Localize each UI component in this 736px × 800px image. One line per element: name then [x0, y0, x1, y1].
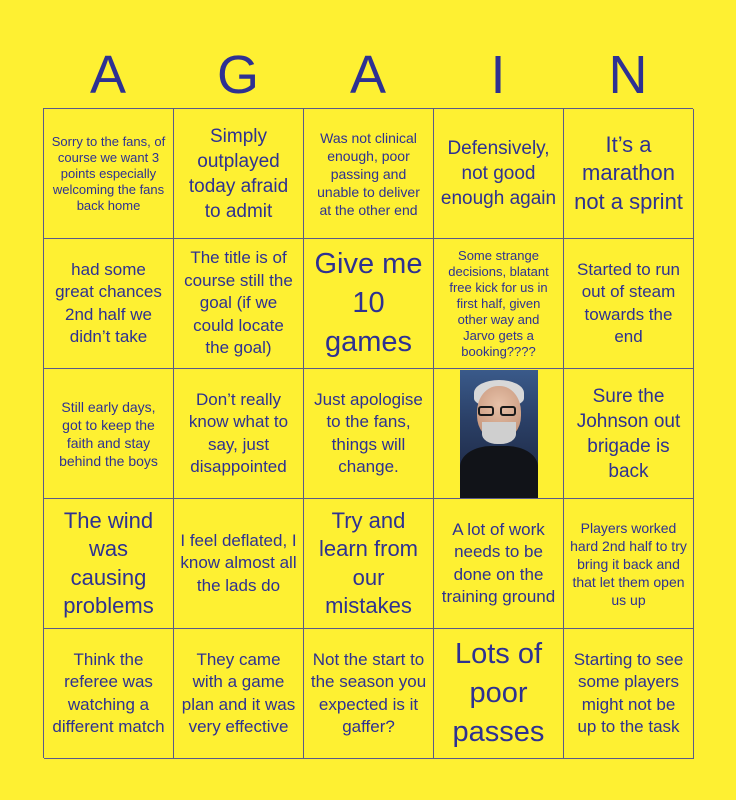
bingo-cell[interactable] [174, 369, 304, 499]
bingo-cell[interactable] [564, 369, 694, 499]
bingo-cell[interactable] [44, 109, 174, 239]
bingo-cell-text: Starting to see some players might not be up to the task [573, 649, 684, 736]
header-letter: N [608, 45, 648, 105]
bingo-cell[interactable] [304, 499, 434, 629]
bingo-cell-text: Simply outplayed today afraid to admit [188, 125, 289, 222]
header-letter: I [490, 45, 506, 105]
bingo-cell[interactable] [434, 499, 564, 629]
bingo-cell[interactable] [44, 369, 174, 499]
bingo-cell-text: Give me 10 games [314, 248, 423, 358]
bingo-cell-text: Not the start to the season you expected is it gaffer? [310, 649, 427, 736]
bingo-cell-text: Defensively, not good enough again [440, 138, 557, 209]
bingo-cell-text: The wind was causing problems [63, 507, 154, 618]
bingo-cell[interactable] [174, 629, 304, 759]
bingo-cell-text: Still early days, got to keep the faith and stay behind the boys [59, 398, 158, 469]
header-letter: G [216, 45, 259, 105]
bingo-cell[interactable] [44, 629, 174, 759]
bingo-cell[interactable] [174, 109, 304, 239]
bingo-cell-text: Players worked hard 2nd half to try bring it back and that let them open us up [570, 519, 687, 608]
bingo-cell-text: I feel deflated, I know almost all the lads do [180, 530, 297, 595]
bingo-cell-text: A lot of work needs to be done on the training ground [441, 519, 556, 606]
bingo-cell-text: It’s a marathon not a sprint [574, 131, 683, 214]
bingo-cell-text: had some great chances 2nd half we didn’t take [55, 259, 162, 346]
bingo-cell[interactable] [564, 109, 694, 239]
bingo-cell-text: Try and learn from our mistakes [318, 507, 419, 618]
bingo-cell-text: Some strange decisions, blatant free kick for us in first half, given other way and Jarvo gets a booking???? [448, 247, 549, 359]
bingo-cell-text: They came with a game plan and it was very effective [181, 649, 296, 736]
header-letter: A [349, 45, 387, 105]
bingo-cell[interactable] [434, 629, 564, 759]
bingo-cell[interactable] [564, 239, 694, 369]
bingo-cell[interactable] [304, 109, 434, 239]
bingo-cell[interactable] [304, 239, 434, 369]
bingo-cell-text: Sure the Johnson out brigade is back [576, 385, 681, 482]
bingo-header [43, 42, 693, 108]
manager-photo [460, 370, 538, 498]
bingo-cell[interactable] [304, 369, 434, 499]
bingo-cell[interactable] [434, 239, 564, 369]
bingo-cell-text: Sorry to the fans, of course we want 3 points especially welcoming the fans back home [51, 133, 166, 213]
header-letter: A [89, 45, 127, 105]
bingo-cell[interactable] [564, 499, 694, 629]
bingo-cell[interactable] [304, 629, 434, 759]
bingo-cell-text: Think the referee was watching a different match [52, 649, 165, 736]
bingo-cell-text: Don’t really know what to say, just disappointed [188, 389, 289, 476]
bingo-cell[interactable] [434, 369, 564, 499]
bingo-cell[interactable] [44, 239, 174, 369]
bingo-cell[interactable] [44, 499, 174, 629]
bingo-cell-text: Started to run out of steam towards the end [576, 259, 680, 346]
bingo-cell-text: Was not clinical enough, poor passing and unable to deliver at the other end [317, 129, 420, 218]
bingo-grid [43, 108, 693, 758]
bingo-cell-text: Just apologise to the fans, things will change. [314, 389, 423, 476]
bingo-cell-text: The title is of course still the goal (if we could locate the goal) [184, 248, 293, 358]
bingo-cell[interactable] [434, 109, 564, 239]
bingo-cell[interactable] [174, 239, 304, 369]
bingo-cell[interactable] [564, 629, 694, 759]
bingo-cell[interactable] [174, 499, 304, 629]
bingo-cell-text: Lots of poor passes [452, 638, 545, 748]
